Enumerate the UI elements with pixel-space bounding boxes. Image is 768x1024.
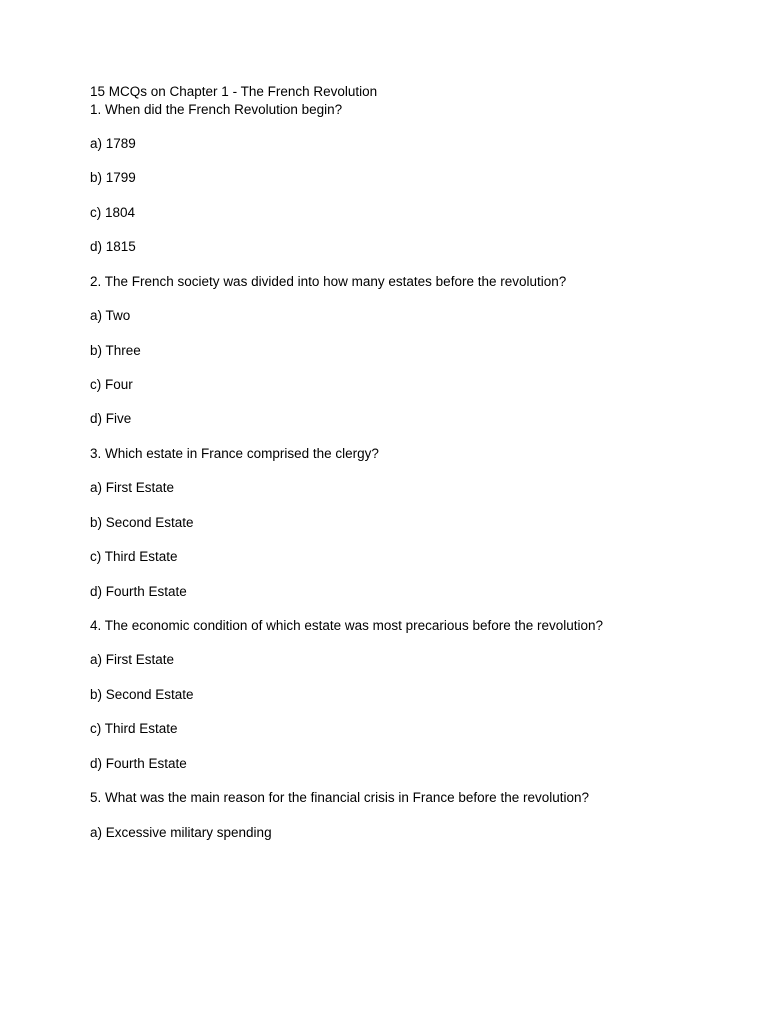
question-5: 5. What was the main reason for the financial crisis in France before the revolution? bbox=[90, 790, 589, 805]
question-4-option-d: d) Fourth Estate bbox=[90, 756, 187, 771]
question-3-option-c: c) Third Estate bbox=[90, 549, 178, 564]
question-5-option-a: a) Excessive military spending bbox=[90, 825, 272, 840]
question-4-option-c: c) Third Estate bbox=[90, 721, 178, 736]
question-3-option-d: d) Fourth Estate bbox=[90, 584, 187, 599]
question-1-option-b: b) 1799 bbox=[90, 170, 136, 185]
question-4-option-a: a) First Estate bbox=[90, 652, 175, 667]
question-1: 1. When did the French Revolution begin? bbox=[90, 102, 343, 117]
question-1-option-d: d) 1815 bbox=[90, 239, 136, 254]
question-3-option-a: a) First Estate bbox=[90, 480, 175, 495]
question-2: 2. The French society was divided into how many estates before the revolution? bbox=[90, 274, 567, 289]
question-3: 3. Which estate in France comprised the clergy? bbox=[90, 446, 379, 461]
question-2-option-b: b) Three bbox=[90, 343, 141, 358]
question-1-option-a: a) 1789 bbox=[90, 136, 136, 151]
question-2-option-a: a) Two bbox=[90, 308, 131, 323]
question-3-option-b: b) Second Estate bbox=[90, 515, 194, 530]
question-4-option-b: b) Second Estate bbox=[90, 687, 194, 702]
question-1-option-c: c) 1804 bbox=[90, 205, 136, 220]
document-title: 15 MCQs on Chapter 1 - The French Revolution bbox=[90, 84, 378, 99]
question-4: 4. The economic condition of which estate was most precarious before the revolution? bbox=[90, 618, 604, 633]
question-2-option-c: c) Four bbox=[90, 377, 133, 392]
question-2-option-d: d) Five bbox=[90, 411, 132, 426]
